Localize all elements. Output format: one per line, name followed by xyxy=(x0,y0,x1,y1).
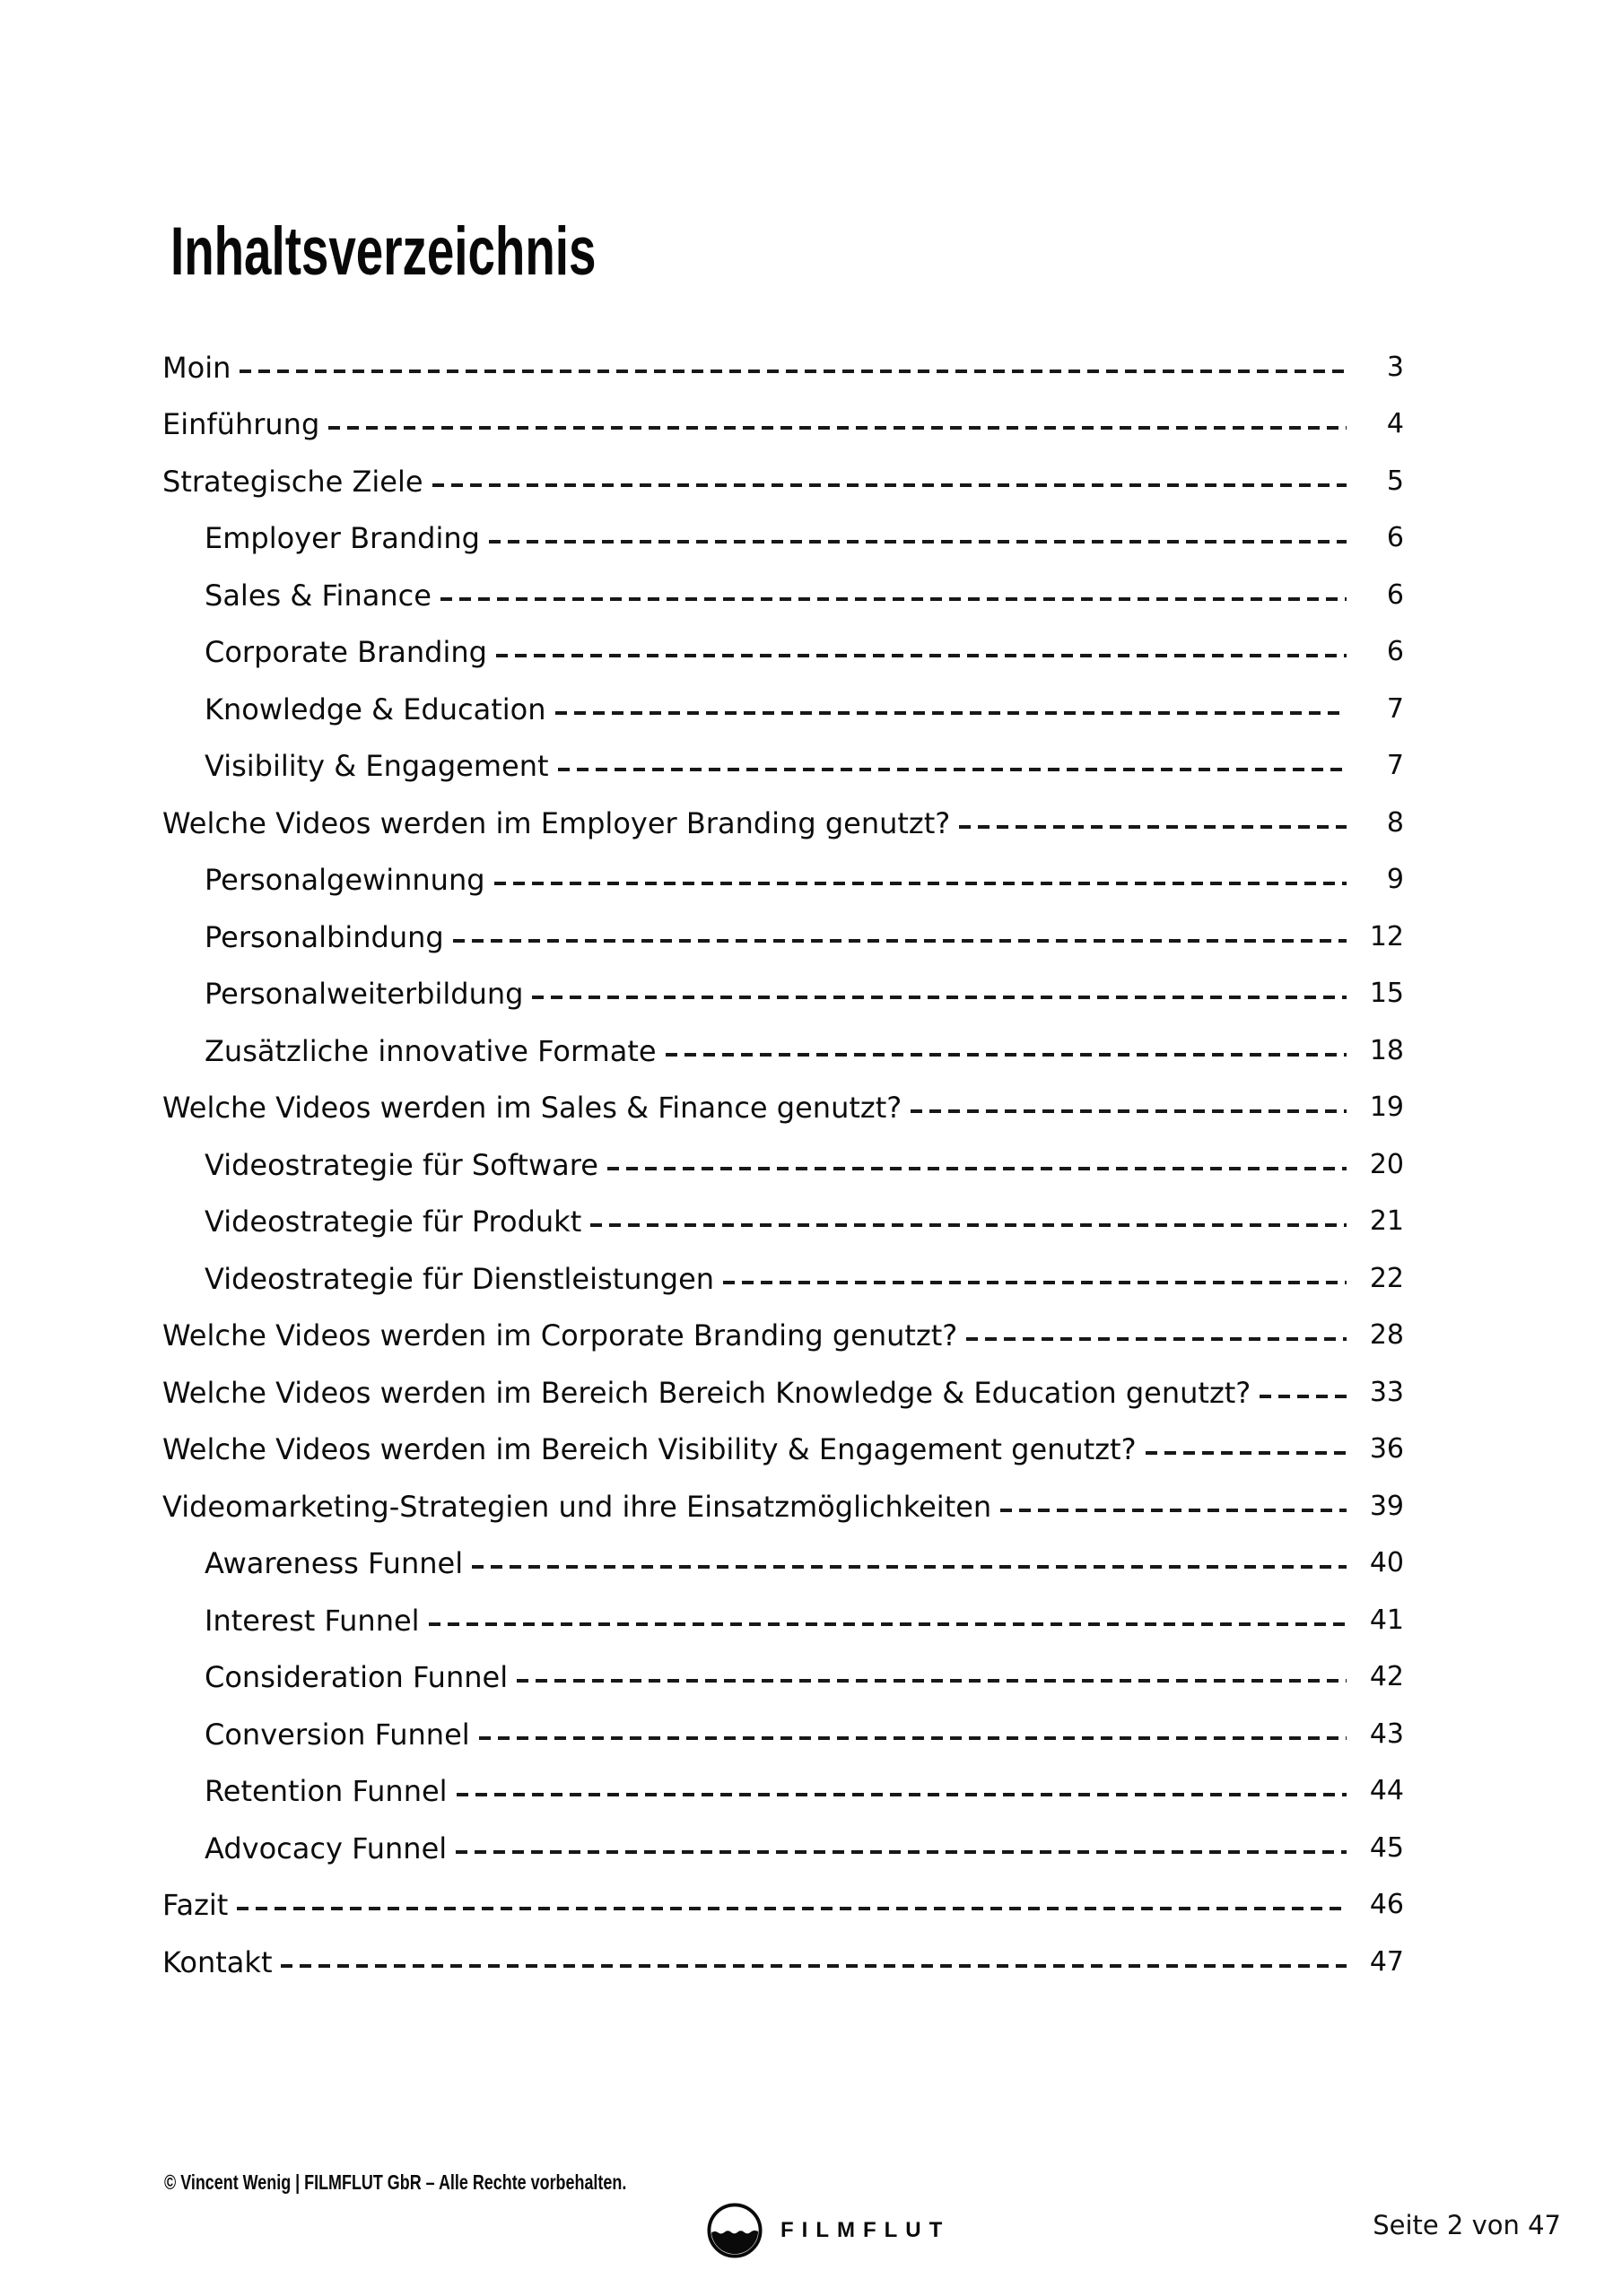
dotted-leader xyxy=(479,1736,1347,1740)
dotted-leader xyxy=(494,882,1347,885)
dotted-leader xyxy=(432,483,1347,487)
dotted-leader xyxy=(456,1850,1347,1854)
toc-entry-label: Einführung xyxy=(162,407,320,442)
dotted-leader xyxy=(558,768,1347,771)
toc-entry-label: Videostrategie für Software xyxy=(205,1147,598,1182)
toc-entry[interactable] xyxy=(162,1820,1404,1877)
toc-entry-page-number: 40 xyxy=(1369,1547,1404,1579)
toc-entry-label: Sales & Finance xyxy=(205,578,432,613)
toc-entry-label: Welche Videos werden im Corporate Branding genutzt? xyxy=(162,1318,958,1353)
toc-entry[interactable] xyxy=(162,1649,1404,1707)
toc-entry[interactable] xyxy=(162,624,1404,682)
toc-entry[interactable] xyxy=(162,453,1404,510)
dotted-leader xyxy=(429,1622,1347,1626)
toc-entry-page-number: 20 xyxy=(1369,1148,1404,1180)
toc-entry-page-number: 3 xyxy=(1386,351,1404,383)
toc-entry-page-number: 15 xyxy=(1369,978,1404,1010)
dotted-leader xyxy=(472,1565,1347,1569)
dotted-leader xyxy=(237,1907,1347,1910)
toc-entry-page-number: 44 xyxy=(1369,1775,1404,1807)
toc-entry-page-number: 19 xyxy=(1369,1091,1404,1124)
toc-entry-label: Personalgewinnung xyxy=(205,863,485,898)
toc-entry[interactable] xyxy=(162,1592,1404,1649)
toc-entry[interactable] xyxy=(162,795,1404,852)
toc-entry-page-number: 4 xyxy=(1386,408,1404,440)
toc-entry-label: Welche Videos werden im Bereich Bereich Knowledge & Education genutzt? xyxy=(162,1375,1251,1410)
page-indicator: Seite 2 von 47 xyxy=(1373,2210,1561,2240)
toc-entry-label: Visibility & Engagement xyxy=(205,749,549,784)
dotted-leader xyxy=(240,370,1347,373)
toc-entry-label: Conversion Funnel xyxy=(205,1717,470,1752)
toc-entry[interactable] xyxy=(162,1535,1404,1593)
footer-copyright: © Vincent Wenig | FILMFLUT GbR – Alle Rechte vorbehalten. xyxy=(164,2170,627,2194)
toc-entry[interactable] xyxy=(162,966,1404,1023)
toc-entry-label: Kontakt xyxy=(162,1944,273,1979)
dotted-leader xyxy=(457,1793,1347,1796)
footer-logo xyxy=(707,2203,950,2258)
toc-entry-page-number: 28 xyxy=(1369,1319,1404,1352)
dotted-leader xyxy=(1260,1395,1347,1398)
toc-entry-label: Advocacy Funnel xyxy=(205,1831,448,1866)
page-title: Inhaltsverzeichnis xyxy=(170,213,597,290)
toc-entry-label: Videomarketing-Strategien und ihre Einsatzmöglichkeiten xyxy=(162,1489,992,1524)
dotted-leader xyxy=(281,1964,1347,1968)
dotted-leader xyxy=(1000,1509,1347,1512)
toc-entry[interactable] xyxy=(162,1194,1404,1251)
toc-entry-label: Consideration Funnel xyxy=(205,1660,509,1695)
toc-entry-page-number: 8 xyxy=(1386,806,1404,839)
toc-entry-page-number: 46 xyxy=(1369,1889,1404,1921)
toc-entry[interactable] xyxy=(162,1422,1404,1479)
dotted-leader xyxy=(666,1053,1347,1057)
toc-entry-page-number: 41 xyxy=(1369,1604,1404,1636)
dotted-leader xyxy=(607,1167,1347,1170)
dotted-leader xyxy=(489,540,1347,544)
toc-entry[interactable] xyxy=(162,567,1404,624)
toc-entry-label: Zusätzliche innovative Formate xyxy=(205,1033,657,1068)
toc-entry[interactable] xyxy=(162,1250,1404,1308)
toc-entry-label: Personalbindung xyxy=(205,919,444,954)
toc-entry-page-number: 21 xyxy=(1369,1205,1404,1238)
toc-entry-page-number: 45 xyxy=(1369,1831,1404,1864)
toc-entry-label: Videostrategie für Produkt xyxy=(205,1205,582,1239)
toc-entry[interactable] xyxy=(162,510,1404,568)
toc-entry[interactable] xyxy=(162,396,1404,454)
toc-entry-page-number: 7 xyxy=(1386,750,1404,782)
toc-entry[interactable] xyxy=(162,1478,1404,1535)
toc-entry-label: Videostrategie für Dienstleistungen xyxy=(205,1261,715,1296)
toc-entry-label: Welche Videos werden im Employer Branding genutzt? xyxy=(162,805,951,840)
toc-entry[interactable] xyxy=(162,909,1404,966)
dotted-leader xyxy=(911,1109,1347,1113)
toc-entry-page-number: 47 xyxy=(1369,1945,1404,1978)
toc-entry-label: Strategische Ziele xyxy=(162,464,423,499)
toc-entry-label: Retention Funnel xyxy=(205,1774,448,1809)
toc-entry-label: Welche Videos werden im Sales & Finance genutzt? xyxy=(162,1091,902,1126)
dotted-leader xyxy=(966,1337,1347,1341)
dotted-leader xyxy=(517,1679,1347,1683)
toc-entry[interactable] xyxy=(162,1934,1404,1991)
dotted-leader xyxy=(440,597,1347,601)
dotted-leader xyxy=(555,711,1347,715)
dotted-leader xyxy=(590,1223,1347,1227)
toc-entry-page-number: 7 xyxy=(1386,692,1404,725)
toc-entry[interactable] xyxy=(162,1308,1404,1365)
toc-entry-page-number: 6 xyxy=(1386,522,1404,554)
toc-entry-page-number: 36 xyxy=(1369,1433,1404,1465)
toc-entry-label: Awareness Funnel xyxy=(205,1546,464,1581)
toc-entry[interactable] xyxy=(162,1022,1404,1080)
toc-entry-page-number: 6 xyxy=(1386,578,1404,611)
wave-circle-icon xyxy=(707,2203,763,2258)
toc-entry[interactable] xyxy=(162,738,1404,796)
toc-entry[interactable] xyxy=(162,681,1404,738)
toc-entry[interactable] xyxy=(162,1364,1404,1422)
dotted-leader xyxy=(328,426,1347,430)
toc-entry-label: Corporate Branding xyxy=(205,635,487,670)
toc-entry[interactable] xyxy=(162,1136,1404,1194)
toc-entry-page-number: 39 xyxy=(1369,1490,1404,1522)
toc-entry-page-number: 43 xyxy=(1369,1718,1404,1750)
dotted-leader xyxy=(453,939,1347,943)
toc-entry-label: Employer Branding xyxy=(205,521,480,556)
toc-entry-label: Welche Videos werden im Bereich Visibility & Engagement genutzt? xyxy=(162,1432,1137,1467)
toc-entry-page-number: 5 xyxy=(1386,465,1404,497)
toc-entry-page-number: 18 xyxy=(1369,1034,1404,1066)
toc-entry-label: Personalweiterbildung xyxy=(205,977,524,1012)
dotted-leader xyxy=(959,825,1347,829)
toc-entry-label: Moin xyxy=(162,350,231,385)
dotted-leader xyxy=(496,654,1347,657)
toc-entry-page-number: 6 xyxy=(1386,636,1404,668)
table-of-contents xyxy=(162,339,1404,1991)
toc-entry[interactable] xyxy=(162,1080,1404,1137)
toc-entry-label: Interest Funnel xyxy=(205,1603,420,1638)
toc-entry[interactable] xyxy=(162,1706,1404,1763)
dotted-leader xyxy=(532,996,1347,999)
dotted-leader xyxy=(723,1281,1347,1284)
toc-entry[interactable] xyxy=(162,339,1404,396)
toc-entry-page-number: 33 xyxy=(1369,1376,1404,1408)
toc-entry-label: Knowledge & Education xyxy=(205,691,546,726)
toc-entry[interactable] xyxy=(162,1877,1404,1935)
brand-wordmark: FILMFLUT xyxy=(780,2218,951,2242)
toc-entry-page-number: 42 xyxy=(1369,1661,1404,1693)
toc-entry-page-number: 12 xyxy=(1369,920,1404,952)
dotted-leader xyxy=(1146,1451,1347,1455)
toc-entry[interactable] xyxy=(162,852,1404,909)
toc-entry[interactable] xyxy=(162,1763,1404,1821)
toc-entry-page-number: 22 xyxy=(1369,1262,1404,1294)
toc-entry-label: Fazit xyxy=(162,1888,229,1923)
toc-entry-page-number: 9 xyxy=(1386,864,1404,896)
